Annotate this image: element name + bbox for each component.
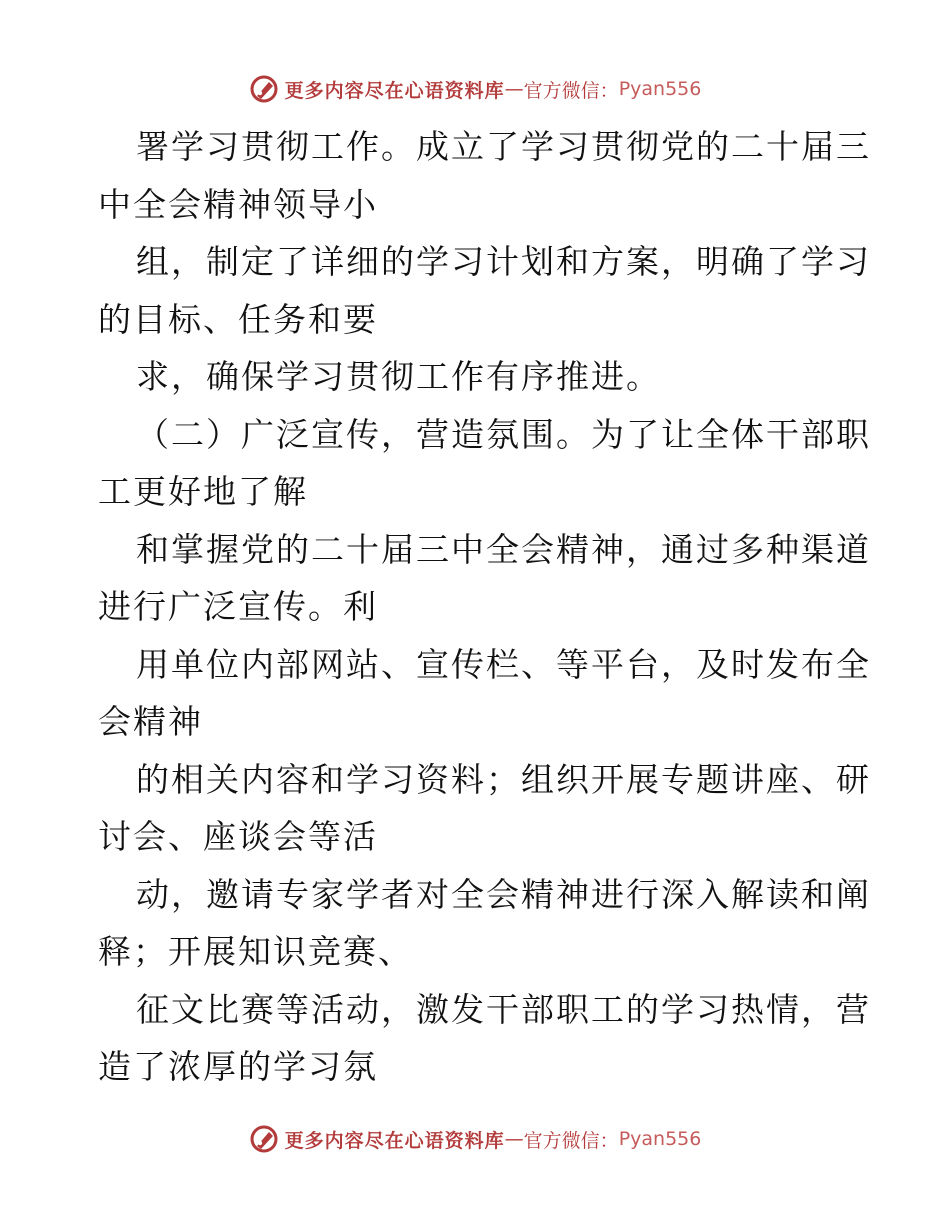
- pen-logo-icon: [249, 74, 279, 104]
- text-line: 工更好地了解: [98, 472, 308, 511]
- text-line: 释；开展知识竞赛、: [98, 932, 413, 971]
- footer-banner: [0, 1122, 950, 1156]
- text-line: 的相关内容和学习资料；组织开展专题讲座、研: [136, 759, 871, 799]
- banner-text: 更多内容尽在心语资料库: [284, 79, 505, 102]
- wechat-id: Pyan556: [618, 78, 702, 100]
- document-body: [98, 118, 871, 1096]
- pen-logo-icon: [249, 1124, 279, 1154]
- wechat-label: 官方微信：: [523, 79, 619, 102]
- text-line: 讨会、座谈会等活: [98, 817, 378, 856]
- text-line: 征文比赛等活动，激发干部职工的学习热情，营: [136, 989, 871, 1029]
- text-line: 进行广泛宣传。利: [98, 587, 378, 626]
- text-line: 署学习贯彻工作。成立了学习贯彻党的二十届三: [136, 127, 871, 166]
- text-line: （二）广泛宣传，营造氛围。为了让全体干部职: [136, 414, 871, 454]
- banner-separator: —: [504, 78, 524, 100]
- header-banner: [0, 72, 950, 106]
- text-line: 的目标、任务和要: [98, 299, 378, 339]
- wechat-id: Pyan556: [618, 1128, 702, 1150]
- banner-text: 更多内容尽在心语资料库: [284, 1129, 505, 1152]
- text-line: 和掌握党的二十届三中全会精神，通过多种渠道: [136, 529, 871, 569]
- text-line: 造了浓厚的学习氛: [98, 1047, 378, 1086]
- banner-separator: —: [504, 1128, 524, 1150]
- text-line: 求，确保学习贯彻工作有序推进。: [136, 357, 661, 396]
- text-line: 会精神: [98, 702, 203, 741]
- text-line: 组，制定了详细的学习计划和方案，明确了学习: [136, 242, 871, 281]
- text-line: 用单位内部网站、宣传栏、等平台，及时发布全: [136, 644, 871, 684]
- wechat-label: 官方微信：: [523, 1129, 619, 1152]
- text-line: 中全会精神领导小: [98, 184, 378, 224]
- text-line: 动，邀请专家学者对全会精神进行深入解读和阐: [136, 874, 871, 914]
